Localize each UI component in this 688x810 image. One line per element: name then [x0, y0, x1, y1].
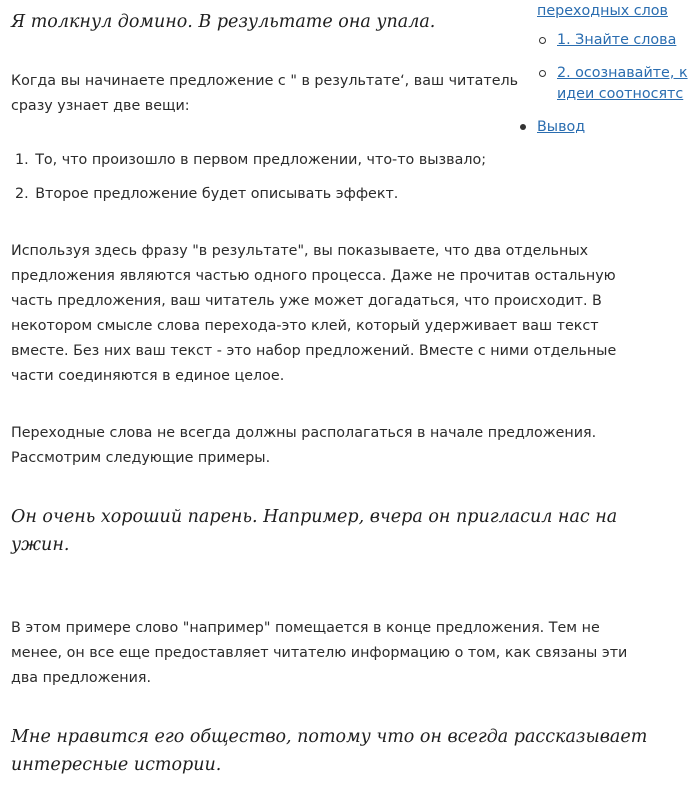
quote-dinner-line: Он очень хороший парень. Например, вчера он пригласил нас на	[11, 507, 618, 527]
paragraph-position-line: Переходные слова не всегда должны располагаться в начале предложения.	[11, 425, 597, 441]
toc-link-understand-ideas[interactable]: 2. осознавайте, к	[557, 65, 688, 81]
toc-bullet-icon	[520, 124, 526, 130]
list-item	[15, 152, 486, 168]
toc-sub-bullet-icon	[539, 70, 546, 77]
toc-link-know-words[interactable]: 1. Знайте слова	[557, 32, 677, 48]
paragraph-explanation-line: вместе. Без них ваш текст - это набор предложений. Вместе с ними отдельные	[11, 343, 617, 359]
toc-link-conclusion[interactable]: Вывод	[537, 119, 586, 135]
paragraph-example-line: В этом примере слово "например" помещается в конце предложения. Тем не	[11, 620, 600, 636]
paragraph-explanation-line: Используя здесь фразу "в результате", вы показываете, что два отдельных	[11, 243, 589, 259]
quote-domino: Я толкнул домино. В результате она упала.	[11, 12, 436, 32]
paragraph-explanation-line: часть предложения, ваш читатель уже может догадаться, что происходит. В	[11, 293, 602, 309]
paragraph-position-line: Рассмотрим следующие примеры.	[11, 450, 271, 466]
table-of-contents	[510, 0, 688, 160]
list-item-number: 2.	[15, 186, 29, 202]
paragraph-example-line: два предложения.	[11, 670, 152, 686]
list-item	[15, 186, 398, 202]
list-item-text: То, что произошло в первом предложении, что-то вызвало;	[35, 152, 487, 168]
toc-link-understand-ideas-cont[interactable]: идеи соотносятс	[557, 86, 684, 102]
quote-stories-line: Мне нравится его общество, потому что он всегда рассказывает	[11, 727, 648, 747]
quote-dinner-line: ужин.	[11, 535, 70, 555]
list-item-number: 1.	[15, 152, 29, 168]
paragraph-intro-line-1: Когда вы начинаете предложение с " в результате‘, ваш читатель	[11, 73, 519, 89]
paragraph-intro-line-2: сразу узнает две вещи:	[11, 98, 190, 114]
paragraph-explanation-line: некотором смысле слова перехода-это клей, который удерживает ваш текст	[11, 318, 599, 334]
paragraph-example-line: менее, он все еще предоставляет читателю информацию о том, как связаны эти	[11, 645, 628, 661]
paragraph-explanation-line: предложения являются частью одного процесса. Даже не прочитав остальную	[11, 268, 616, 284]
paragraph-explanation-line: части соединяются в единое целое.	[11, 368, 285, 384]
toc-sub-bullet-icon	[539, 37, 546, 44]
list-item-text: Второе предложение будет описывать эффект.	[35, 186, 399, 202]
quote-stories-line: интересные истории.	[11, 755, 222, 775]
toc-link-transition-words[interactable]: переходных слов	[537, 3, 668, 19]
